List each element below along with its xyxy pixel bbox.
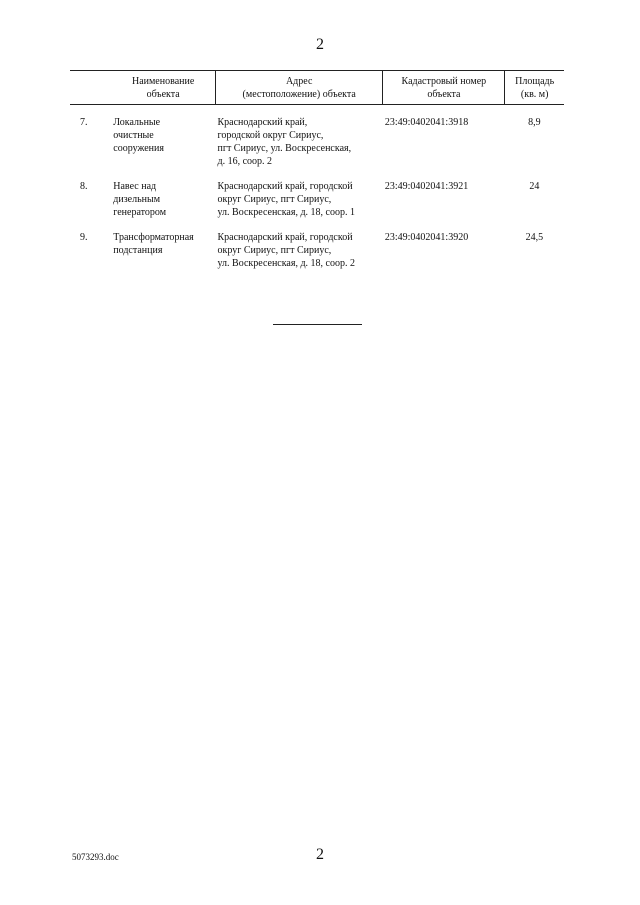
footer-file-name: 5073293.doc <box>72 852 119 862</box>
header-num-cell <box>70 71 111 105</box>
header-area <box>505 71 564 105</box>
row-name-line: генератором <box>113 207 167 218</box>
table-row <box>70 219 564 270</box>
page-number-top: 2 <box>316 36 324 53</box>
row-name-line: Трансформаторная <box>113 232 194 243</box>
row-name-line: сооружения <box>113 143 164 154</box>
row-address-line: Краснодарский край, городской <box>217 181 353 192</box>
table-header <box>70 71 564 105</box>
row-area: 24,5 <box>525 232 544 243</box>
header-area-line: (кв. м) <box>520 89 549 100</box>
row-name <box>111 105 215 169</box>
row-address-line: Краснодарский край, <box>217 117 308 128</box>
row-address-line: пгт Сириус, ул. Воскресенская, <box>217 143 352 154</box>
row-name <box>111 219 215 270</box>
header-name-line: объекта <box>146 89 180 100</box>
row-address-line: округ Сириус, пгт Сириус, <box>217 245 332 256</box>
header-address <box>215 71 382 105</box>
end-separator-rule <box>273 324 362 325</box>
header-cadastral-line: объекта <box>427 89 461 100</box>
row-cadastral: 23:49:0402041:3921 <box>384 181 469 192</box>
row-number: 9. <box>80 232 88 243</box>
header-address-line: (местоположение) объекта <box>242 89 356 100</box>
header-area-line: Площадь <box>515 76 555 87</box>
row-address-line: д. 16, соор. 2 <box>217 156 273 167</box>
row-cadastral: 23:49:0402041:3918 <box>384 117 469 128</box>
row-address-line: Краснодарский край, городской <box>217 232 353 243</box>
table-row <box>70 168 564 219</box>
row-name-line: дизельным <box>113 194 161 205</box>
row-address <box>215 168 382 219</box>
row-area: 24 <box>529 181 540 192</box>
row-name-line: подстанция <box>113 245 163 256</box>
header-cadastral <box>383 71 505 105</box>
row-number: 7. <box>80 117 88 128</box>
page-number-bottom: 2 <box>316 846 324 863</box>
row-name <box>111 168 215 219</box>
row-name-line: Навес над <box>113 181 157 192</box>
row-address-line: городской округ Сириус, <box>217 130 324 141</box>
header-name <box>111 71 215 105</box>
row-number: 8. <box>80 181 88 192</box>
row-address-line: ул. Воскресенская, д. 18, соор. 2 <box>217 258 355 269</box>
row-address <box>215 105 382 169</box>
header-address-line: Адрес <box>285 76 313 87</box>
header-cadastral-line: Кадастровый номер <box>401 76 487 87</box>
row-name-line: очистные <box>113 130 154 141</box>
table-row <box>70 105 564 169</box>
row-name-line: Локальные <box>113 117 161 128</box>
objects-table <box>70 70 564 270</box>
row-address <box>215 219 382 270</box>
row-address-line: ул. Воскресенская, д. 18, соор. 1 <box>217 207 355 218</box>
row-area: 8,9 <box>528 117 541 128</box>
row-cadastral: 23:49:0402041:3920 <box>384 232 469 243</box>
header-name-line: Наименование <box>131 76 195 87</box>
row-address-line: округ Сириус, пгт Сириус, <box>217 194 332 205</box>
